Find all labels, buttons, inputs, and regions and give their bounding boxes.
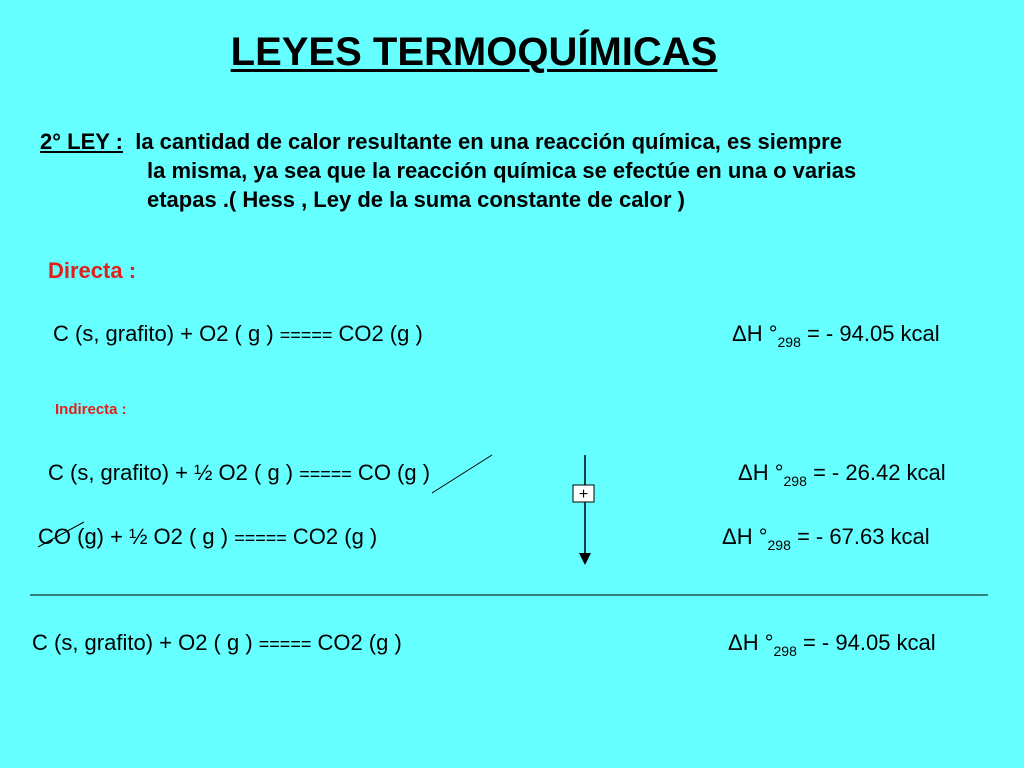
direct-heading: Directa : [48, 258, 137, 283]
arrow-down-icon [579, 553, 591, 565]
equation-arrow: ===== [279, 325, 333, 345]
equation-products: CO2 (g ) [332, 321, 423, 346]
equation-arrow: ===== [299, 464, 352, 484]
indirect-heading: Indirecta : [55, 401, 127, 418]
enthalpy-value: = - 67.63 kcal [790, 524, 930, 549]
temperature-subscript: 298 [773, 643, 797, 659]
equation-products: CO2 (g ) [286, 524, 378, 549]
equation-products: CO (g ) [351, 460, 431, 485]
enthalpy-value: = - 26.42 kcal [806, 460, 946, 485]
temperature-subscript: 298 [777, 334, 801, 350]
temperature-subscript: 298 [767, 537, 791, 553]
law-line-2: la misma, ya sea que la reacción química se efectúe en una o varias [147, 158, 857, 183]
law-line-3: etapas .( Hess , Ley de la suma constante de calor ) [147, 187, 685, 212]
temperature-subscript: 298 [783, 473, 807, 489]
delta-h-symbol: ΔH ° [732, 321, 778, 346]
enthalpy-value: = - 94.05 kcal [796, 630, 936, 655]
page-title: LEYES TERMOQUÍMICAS [230, 30, 718, 74]
enthalpy-value: = - 94.05 kcal [800, 321, 940, 346]
equation-arrow: ===== [258, 634, 312, 654]
plus-sign: + [578, 486, 589, 503]
equation-arrow: ===== [234, 528, 287, 548]
delta-h-symbol: ΔH ° [722, 524, 768, 549]
cancel-stroke-co-product [432, 455, 492, 493]
cancel-stroke-co-reactant [38, 522, 84, 547]
equation-reactants: CO (g) + ½ O2 ( g ) [38, 524, 235, 549]
law-label: 2° LEY : [40, 129, 123, 154]
delta-h-symbol: ΔH ° [728, 630, 774, 655]
delta-h-symbol: ΔH ° [738, 460, 784, 485]
equation-reactants: C (s, grafito) + O2 ( g ) [53, 321, 280, 346]
equation-reactants: C (s, grafito) + O2 ( g ) [32, 630, 259, 655]
law-line-1: la cantidad de calor resultante en una reacción química, es siempre [135, 129, 842, 154]
equation-products: CO2 (g ) [311, 630, 402, 655]
equation-reactants: C (s, grafito) + ½ O2 ( g ) [48, 460, 300, 485]
